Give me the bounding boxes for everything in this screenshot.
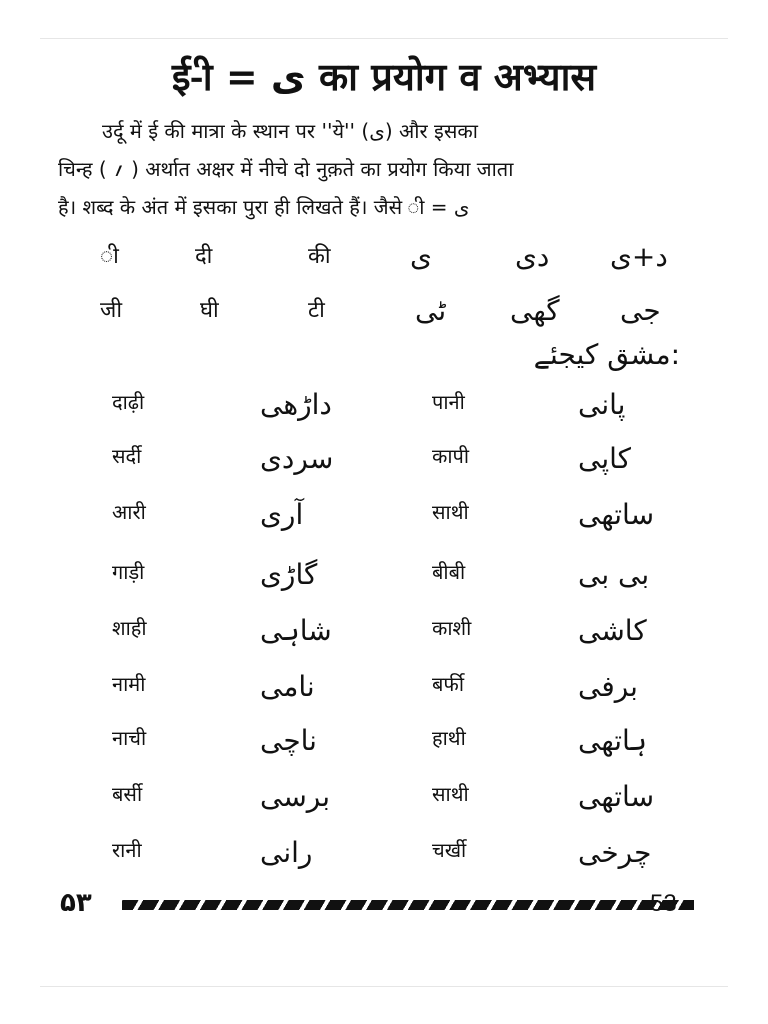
- urdu-word-left: سردی: [260, 442, 334, 475]
- hindi-word-left: नाची: [112, 726, 147, 750]
- urdu-word-right: بی بی: [578, 558, 650, 591]
- intro-line-2: चिन्ह ( ؍ ) अर्थात अक्षर में नीचे दो नुक़ते का प्रयोग किया जाता: [58, 157, 514, 181]
- hindi-word-right: हाथी: [432, 726, 466, 750]
- hindi-word-right: साथी: [432, 782, 469, 806]
- hindi-word-left: नामी: [112, 672, 146, 696]
- hindi-word-right: साथी: [432, 500, 469, 524]
- urdu-word-right: ہاتھی: [578, 724, 647, 757]
- example-cell: जी: [100, 298, 123, 323]
- example-row-1: [60, 240, 700, 284]
- example-cell: دی: [515, 240, 550, 273]
- urdu-word-right: ساتھی: [578, 498, 655, 531]
- hindi-word-left: रानी: [112, 838, 142, 862]
- hindi-word-right: कापी: [432, 444, 470, 468]
- bottom-rule: [40, 986, 728, 987]
- urdu-word-right: پانی: [578, 388, 626, 421]
- practice-row: [60, 780, 700, 824]
- hindi-word-left: गाड़ी: [112, 560, 145, 584]
- intro-line-1: उर्दू में ई की मात्रा के स्थान पर ''ये'' (ی) और इसका: [102, 119, 478, 143]
- urdu-word-right: چرخی: [578, 836, 652, 869]
- example-cell: घी: [200, 298, 219, 323]
- practice-row: [60, 670, 700, 714]
- hindi-word-left: बर्सी: [112, 782, 143, 806]
- practice-row: [60, 388, 700, 432]
- hindi-word-right: काशी: [432, 616, 472, 640]
- urdu-word-left: شاہی: [260, 614, 332, 647]
- example-cell: د+ی: [610, 240, 668, 273]
- example-cell: टी: [308, 298, 325, 323]
- practice-row: [60, 442, 700, 486]
- example-cell: ٹی: [415, 294, 447, 327]
- page-title: ई-ी = ی का प्रयोग व अभ्यास: [171, 55, 597, 99]
- practice-row: [60, 724, 700, 768]
- hindi-word-left: शाही: [112, 616, 147, 640]
- hindi-word-right: बर्फी: [432, 672, 465, 696]
- page-footer: [60, 888, 700, 928]
- intro-line-3: है। शब्द के अंत में इसका पुरा ही लिखते हैं। जैसे ी = ی: [58, 195, 470, 219]
- footer-dashed-bar: [122, 900, 694, 910]
- example-cell: ी: [100, 244, 119, 269]
- example-row-2: [60, 294, 700, 338]
- hindi-word-left: दाढ़ी: [112, 390, 145, 414]
- urdu-word-left: رانی: [260, 836, 313, 869]
- urdu-word-left: نامی: [260, 670, 315, 703]
- urdu-word-left: گاڑی: [260, 558, 318, 591]
- hindi-word-right: पानी: [432, 390, 465, 414]
- urdu-word-right: برفی: [578, 670, 638, 703]
- example-cell: جی: [620, 294, 661, 327]
- urdu-word-right: ساتھی: [578, 780, 655, 813]
- practice-row: [60, 558, 700, 602]
- urdu-word-left: برسی: [260, 780, 331, 813]
- page-number: 53: [650, 890, 677, 917]
- urdu-page-number: ۵۳: [60, 888, 92, 918]
- top-rule: [40, 38, 728, 39]
- hindi-word-left: सर्दी: [112, 444, 142, 468]
- urdu-word-left: داڑھی: [260, 388, 332, 421]
- hindi-word-right: बीबी: [432, 560, 466, 584]
- example-cell: ی: [410, 240, 432, 273]
- urdu-word-right: کاپی: [578, 442, 631, 475]
- practice-row: [60, 614, 700, 658]
- practice-heading: مشق کیجئے:: [533, 338, 680, 371]
- example-cell: दी: [195, 244, 213, 269]
- practice-row: [60, 836, 700, 880]
- urdu-word-right: کاشی: [578, 614, 647, 647]
- hindi-word-left: आरी: [112, 500, 146, 524]
- example-cell: की: [308, 244, 331, 269]
- intro-paragraph: [58, 112, 698, 226]
- example-cell: گھی: [510, 294, 560, 327]
- urdu-word-left: ناچی: [260, 724, 317, 757]
- practice-row: [60, 498, 700, 542]
- hindi-word-right: चर्खी: [432, 838, 467, 862]
- urdu-word-left: آری: [260, 498, 304, 531]
